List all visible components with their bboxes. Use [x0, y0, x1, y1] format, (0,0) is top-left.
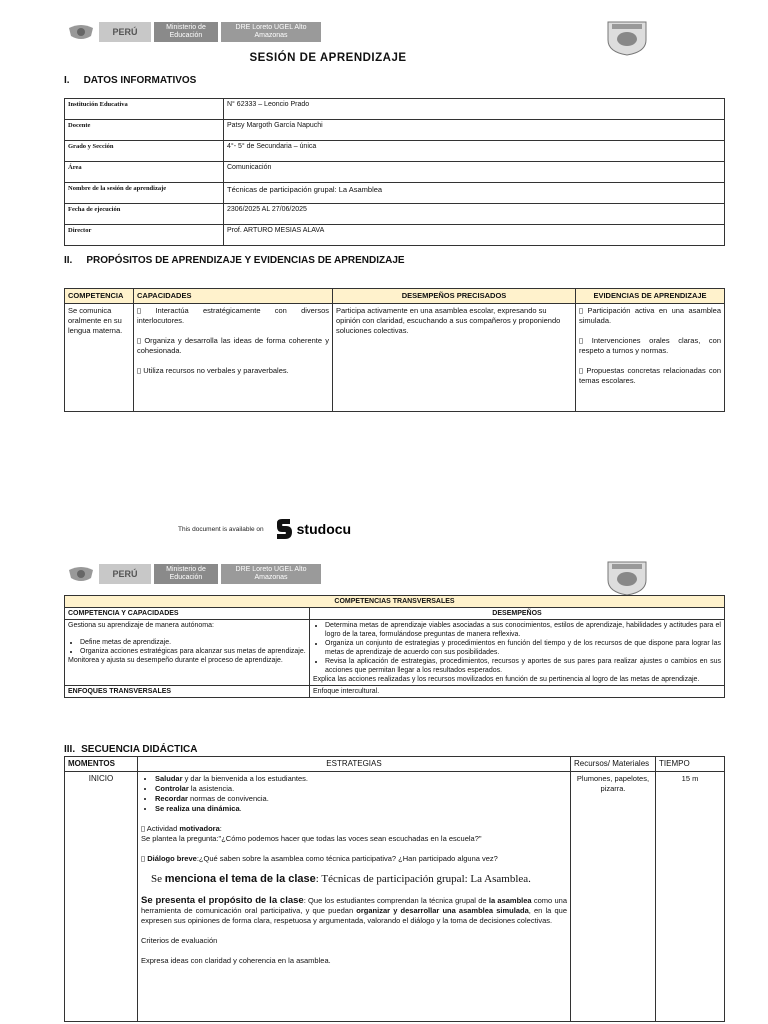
tiempo-cell: 15 m — [656, 772, 725, 1022]
table-row: Institución Educativa N° 62333 – Leoncio Prado — [65, 99, 725, 120]
ministerio-label: Ministerio de Educación — [154, 564, 218, 584]
table-row: Nombre de la sesión de aprendizaje Técnicas de participación grupal: La Asamblea — [65, 183, 725, 204]
table-row: Docente Patsy Margoth García Napuchi — [65, 120, 725, 141]
page-title: SESIÓN DE APRENDIZAJE — [249, 52, 407, 64]
section1-heading: I. DATOS INFORMATIVOS — [64, 75, 197, 86]
school-crest-icon — [604, 560, 650, 596]
capacidades-cell: ▯ Interactúa estratégicamente con diversos interlocutores. ▯ Organiza y desarrolla las ideas de forma coherente y cohesionada. ▯ Utiliza recursos no verbales y paraverbales. — [134, 304, 333, 412]
peru-shield-icon — [66, 21, 96, 43]
header-logos — [66, 21, 321, 43]
table-row: Área Comunicación — [65, 162, 725, 183]
section2-heading: II. PROPÓSITOS DE APRENDIZAJE Y EVIDENCIAS DE APRENDIZAJE — [64, 255, 405, 266]
datos-table — [64, 98, 725, 246]
desempeno-cell: Participa activamente en una asamblea escolar, expresando su opinión con claridad, escuchando a sus compañeros y proponiendo soluciones colectivas. — [333, 304, 576, 412]
studocu-banner: This document is available on studocu — [178, 518, 351, 540]
peru-label: PERÚ — [99, 22, 151, 42]
section3-heading: III. SECUENCIA DIDÁCTICA — [64, 744, 198, 755]
table-row: Director Prof. ARTURO MESIAS ALAVA — [65, 225, 725, 246]
transversal-capacidades: Gestiona su aprendizaje de manera autónoma: • Define metas de aprendizaje. • Organiza acciones estratégicas para alcanzar sus metas de aprendizaje. Monitorea y ajusta su desempeño durante el proceso de aprendizaje. — [65, 620, 310, 686]
competencia-cell: Se comunica oralmente en su lengua materna. — [65, 304, 134, 412]
table-row: Grado y Sección 4°- 5° de Secundaria – única — [65, 141, 725, 162]
evidencias-cell: ▯ Participación activa en una asamblea simulada. ▯ Intervenciones orales claras, con respeto a turnos y normas. ▯ Propuestas concretas relacionadas con temas escolares. — [576, 304, 725, 412]
ministerio-label: Ministerio de Educación — [154, 22, 218, 42]
transversales-table: COMPETENCIAS TRANSVERSALES COMPETENCIA Y CAPACIDADES DESEMPEÑOS Gestiona su aprendizaje de manera autónoma: • Define metas de aprendizaje. • Organiza acciones estratégicas para alcanzar sus metas de aprendizaje. Monitorea y ajusta su desempeño durante el proceso de aprendizaje. • Determina metas de aprendizaje viables asociadas a sus conocimientos, estilos de aprendizaje, habilidades y actitudes para el logro de la tarea, formulándose preguntas de manera reflexiva. • Organiza un conjunto de estrategias y procedimientos en función del tiempo y de los recursos de que dispone para lograr las metas de aprendizaje de acuerdo con sus posibilidades. • Revisa la aplicación de estrategias, procedimientos, recursos y aportes de sus pares para realizar ajustes o cambios en sus acciones que permitan llegar a los resultados esperados. Explica las acciones realizadas y los recursos movilizados en función de su pertinencia al logro de las metas de aprendizaje. ENFOQUES TRANSVERSALES Enfoque intercultural. — [64, 595, 725, 698]
secuencia-table: MOMENTOS ESTRATEGIAS Recursos/ Materiales TIEMPO INICIO • Saludar y dar la bienvenida a los estudiantes. • Controlar la asistencia. • Recordar normas de convivencia. • Se realiza una dinámica. ▯ Actividad motivadora: Se plantea la pregunta:"¿Cómo podemos hacer que todas las voces sean escuchadas en la escuela?" ▯ Diálogo breve:¿Qué saben sobre la asamblea como técnica participativa? ¿Han participado alguna vez? Se menciona el tema de la clase: Técnicas de participación grupal: La Asamblea. Se presenta el propósito de la clase: Que los estudiantes comprendan la técnica grupal de la asamblea como una herramienta de comunicación oral participativa, y que puedan organizar y desarrollar una asamblea simulada, en la que expresen sus opiniones de forma clara, respetuosa y argumentada, valorando el diálogo y la toma de decisiones colectivas. Criterios de evaluación Expresa ideas con claridad y coherencia en la asamblea. Plumones, papelotes, pizarra. 15 m — [64, 756, 725, 1022]
dre-label: DRE Loreto UGEL Alto Amazonas — [221, 22, 321, 42]
peru-shield-icon — [66, 563, 96, 585]
recursos-cell: Plumones, papelotes, pizarra. — [571, 772, 656, 1022]
studocu-logo-icon — [274, 518, 294, 540]
transversal-desempenos: • Determina metas de aprendizaje viables asociadas a sus conocimientos, estilos de aprendizaje, habilidades y actitudes para el logro de la tarea, formulándose preguntas de manera reflexiva. • Organiza un conjunto de estrategias y procedimientos en función del tiempo y de los recursos de que dispone para lograr las metas de aprendizaje de acuerdo con sus posibilidades. • Revisa la aplicación de estrategias, procedimientos, recursos y aportes de sus pares para realizar ajustes o cambios en sus acciones que permitan llegar a los resultados esperados. Explica las acciones realizadas y los recursos movilizados en función de su pertinencia al logro de las metas de aprendizaje. — [310, 620, 725, 686]
school-crest-icon — [604, 20, 650, 56]
table-row: Fecha de ejecución 2306/2025 AL 27/06/2025 — [65, 204, 725, 225]
estrategias-cell: • Saludar y dar la bienvenida a los estudiantes. • Controlar la asistencia. • Recordar normas de convivencia. • Se realiza una dinámica. ▯ Actividad motivadora: Se plantea la pregunta:"¿Cómo podemos hacer que todas las voces sean escuchadas en la escuela?" ▯ Diálogo breve:¿Qué saben sobre la asamblea como técnica participativa? ¿Han participado alguna vez? Se menciona el tema de la clase: Técnicas de participación grupal: La Asamblea. Se presenta el propósito de la clase: Que los estudiantes comprendan la técnica grupal de la asamblea como una herramienta de comunicación oral participativa, y que puedan organizar y desarrollar una asamblea simulada, en la que expresen sus opiniones de forma clara, respetuosa y argumentada, valorando el diálogo y la toma de decisiones colectivas. Criterios de evaluación Expresa ideas con claridad y coherencia en la asamblea. — [138, 772, 571, 1022]
peru-label: PERÚ — [99, 564, 151, 584]
momento-inicio: INICIO — [65, 772, 138, 1022]
header-logos-page2 — [66, 563, 321, 585]
studocu-link[interactable]: studocu — [274, 518, 351, 540]
propositos-table: COMPETENCIA CAPACIDADES DESEMPEÑOS PRECISADOS EVIDENCIAS DE APRENDIZAJE Se comunica oralmente en su lengua materna. ▯ Interactúa estratégicamente con diversos interlocutores. ▯ Organiza y desarrolla las ideas de forma coherente y cohesionada. ▯ Utiliza recursos no verbales y paraverbales. Participa activamente en una asamblea escolar, expresando su opinión con claridad, escuchando a sus compañeros y proponiendo soluciones colectivas. ▯ Participación activa en una asamblea simulada. ▯ Intervenciones orales claras, con respeto a turnos y normas. ▯ Propuestas concretas relacionadas con temas escolares. — [64, 288, 725, 412]
dre-label: DRE Loreto UGEL Alto Amazonas — [221, 564, 321, 584]
